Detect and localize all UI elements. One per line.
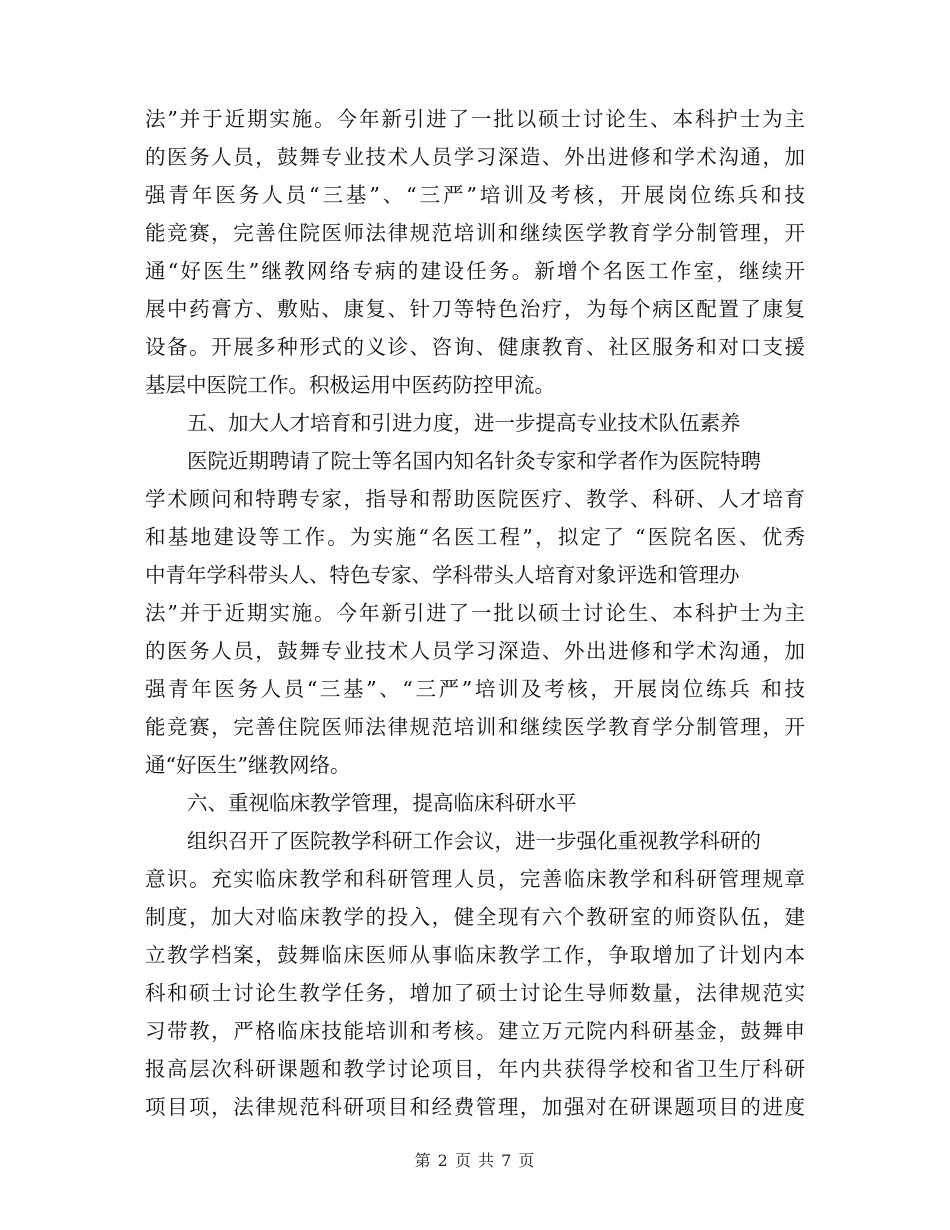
text-line: 能竞赛，完善住院医师法律规范培训和继续医学教育学分制管理，开 <box>145 715 805 739</box>
text-line: 立教学档案，鼓舞临床医师从事临床教学工作，争取增加了计划内本 <box>145 943 805 967</box>
text-line: 强青年医务人员“三基”、“三严”培训及考核，开展岗位练兵和技 <box>145 183 805 207</box>
text-line: 的医务人员，鼓舞专业技术人员学习深造、外出进修和学术沟通，加 <box>145 145 805 169</box>
text-line: 和基地建设等工作。为实施“名医工程”，拟定了 “医院名医、优秀 <box>145 525 805 549</box>
text-line: 法”并于近期实施。今年新引进了一批以硕士讨论生、本科护士为主 <box>145 601 805 625</box>
text-line: 制度，加大对临床教学的投入，健全现有六个教研室的师资队伍，建 <box>145 905 805 929</box>
text-line: 强青年医务人员“三基”、“三严”培训及考核，开展岗位练兵 和技 <box>145 677 805 701</box>
text-line: 医院近期聘请了院士等名国内知名针灸专家和学者作为医院特聘 <box>187 449 761 473</box>
section-heading: 六、重视临床教学管理，提高临床科研水平 <box>187 791 577 815</box>
text-line: 设备。开展多种形式的义诊、咨询、健康教育、社区服务和对口支援 <box>145 335 805 359</box>
text-line: 组织召开了医院教学科研工作会议，进一步强化重视教学科研的 <box>187 829 761 853</box>
text-line: 项目项，法律规范科研项目和经费管理，加强对在研课题项目的进度 <box>145 1095 805 1119</box>
text-line: 展中药膏方、敷贴、康复、针刀等特色治疗，为每个病区配置了康复 <box>145 297 805 321</box>
text-line: 报高层次科研课题和教学讨论项目，年内共获得学校和省卫生厅科研 <box>145 1057 805 1081</box>
text-line: 基层中医院工作。积极运用中医药防控甲流。 <box>145 373 555 397</box>
text-line: 通“好医生”继教网络专病的建设任务。新增个名医工作室，继续开 <box>145 259 805 283</box>
section-heading: 五、加大人才培育和引进力度，进一步提高专业技术队伍素养 <box>187 411 741 435</box>
text-line: 习带教，严格临床技能培训和考核。建立万元院内科研基金，鼓舞申 <box>145 1019 805 1043</box>
text-line: 中青年学科带头人、特色专家、学科带头人培育对象评选和管理办 <box>145 563 740 587</box>
text-line: 法”并于近期实施。今年新引进了一批以硕士讨论生、本科护士为主 <box>145 107 805 131</box>
text-line: 通“好医生”继教网络。 <box>145 753 351 777</box>
document-body <box>145 100 805 1126</box>
text-line: 学术顾问和特聘专家，指导和帮助医院医疗、教学、科研、人才培育 <box>145 487 805 511</box>
text-line: 科和硕士讨论生教学任务，增加了硕士讨论生导师数量，法律规范实 <box>145 981 805 1005</box>
page-footer: 第 2 页 共 7 页 <box>414 1151 536 1170</box>
text-line: 的医务人员，鼓舞专业技术人员学习深造、外出进修和学术沟通，加 <box>145 639 805 663</box>
text-line: 能竞赛，完善住院医师法律规范培训和继续医学教育学分制管理，开 <box>145 221 805 245</box>
text-line: 意识。充实临床教学和科研管理人员，完善临床教学和科研管理规章 <box>145 867 805 891</box>
